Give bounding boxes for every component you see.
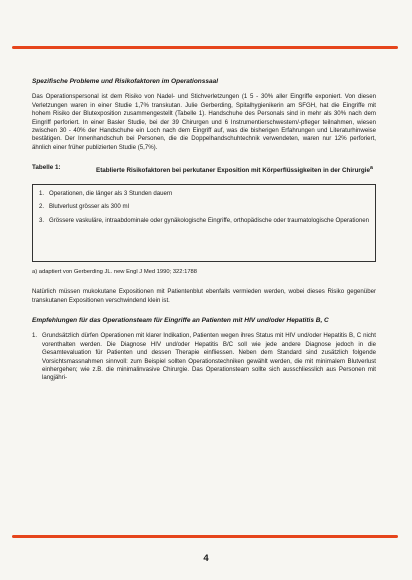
recommendations-list (32, 332, 376, 382)
section-paragraph-risks: Das Operationspersonal ist dem Risiko von Nadel- und Stichverletzungen (1 5 - 30% aller Eingriffe exponiert. Von diesen Verletzungen waren in einer Studie 1,7% transkutan. Julie Gerberding, Spitalhygienikerin am SFGH, hat die Eingriffe mit hohem Risiko der Blutexposition zusammengestellt (Tabelle 1). Handschuhe des Personals sind in mehr als 30% nach dem Eingriff perforiert. In einer Basler Studie, bei der 39 Chirurgen und 6 Instrumentierschwestern/-pfleger teilnahmen, wiesen zwischen 30 - 40% der Handschuhe ein Loch nach dem Eingriff auf, was die bisherigen Erfahrungen und Literaturhinweise bestätigen. Der Innenhandschuh bei Personen, die die Doppelhandschuhtechnik verwendeten, waren nur 12% perforiert, ähnlich einer früher publizierten Studie (5,7%). (32, 93, 376, 151)
list-item: 1. Grundsätzlich dürfen Operationen mit klarer Indikation, Patienten wegen ihres Status mit HIV und/oder Hepatitis B, C nicht vorenthalten werden. Die Diagnose HIV und/oder Hepatitis B/C soll wie jede andere Diagnose jedoch in die Gesamtevaluation für Patienten und dessen Therapie einfliessen. Neben dem Standard sind zusätzlich folgende Vorsichtsmassnahmen sinnvoll: zum Beispiel sollten Operationstechniken gewählt werden, die mit minimalem Blutverlust einhergehen; wie z.B. die minimalinvasive Chirurgie. Das Operationsteam sollte sich ausschliesslich aus Personen mit langjähri- (32, 332, 376, 382)
top-accent-rule (12, 46, 398, 49)
section-heading-recommendations: Empfehlungen für das Operationsteam für Eingriffe an Patienten mit HIV und/oder Hepatitis B, C (32, 316, 329, 324)
table-title-footnote-mark: a (369, 165, 373, 172)
table-row: 2. Blutverlust grösser als 300 ml (39, 203, 129, 211)
page-content (32, 78, 376, 383)
table-row: 3. Grössere vaskuläre, intraabdominale oder gynäkologische Eingriffe, orthopädische oder traumatologische Operationen (39, 216, 369, 224)
risk-factor-table (32, 184, 376, 262)
table-title: Etablierte Risikofaktoren bei perkutaner Exposition mit Körperflüssigkeiten in der Chirurgie$^a$ (96, 165, 373, 175)
bottom-accent-rule (12, 535, 398, 538)
table-caption (32, 164, 376, 176)
section-paragraph-mucocutaneous: Natürlich müssen mukokutane Expositionen mit Patientenblut ebenfalls vermieden werden, wobei dieses Risiko gegenüber transkutanen Expositionen verschwindend klein ist. (32, 288, 376, 304)
table-row: 1. Operationen, die länger als 3 Stunden dauern (39, 189, 173, 197)
section-heading-risks: Spezifische Probleme und Risikofaktoren im Operationssaal (32, 78, 219, 85)
table-label: Tabelle 1: (32, 164, 61, 172)
table-footnote: a) adaptiert von Gerberding JL. new Engl J Med 1990; 322:1788 (32, 268, 197, 275)
page-number: 4 (203, 553, 209, 564)
